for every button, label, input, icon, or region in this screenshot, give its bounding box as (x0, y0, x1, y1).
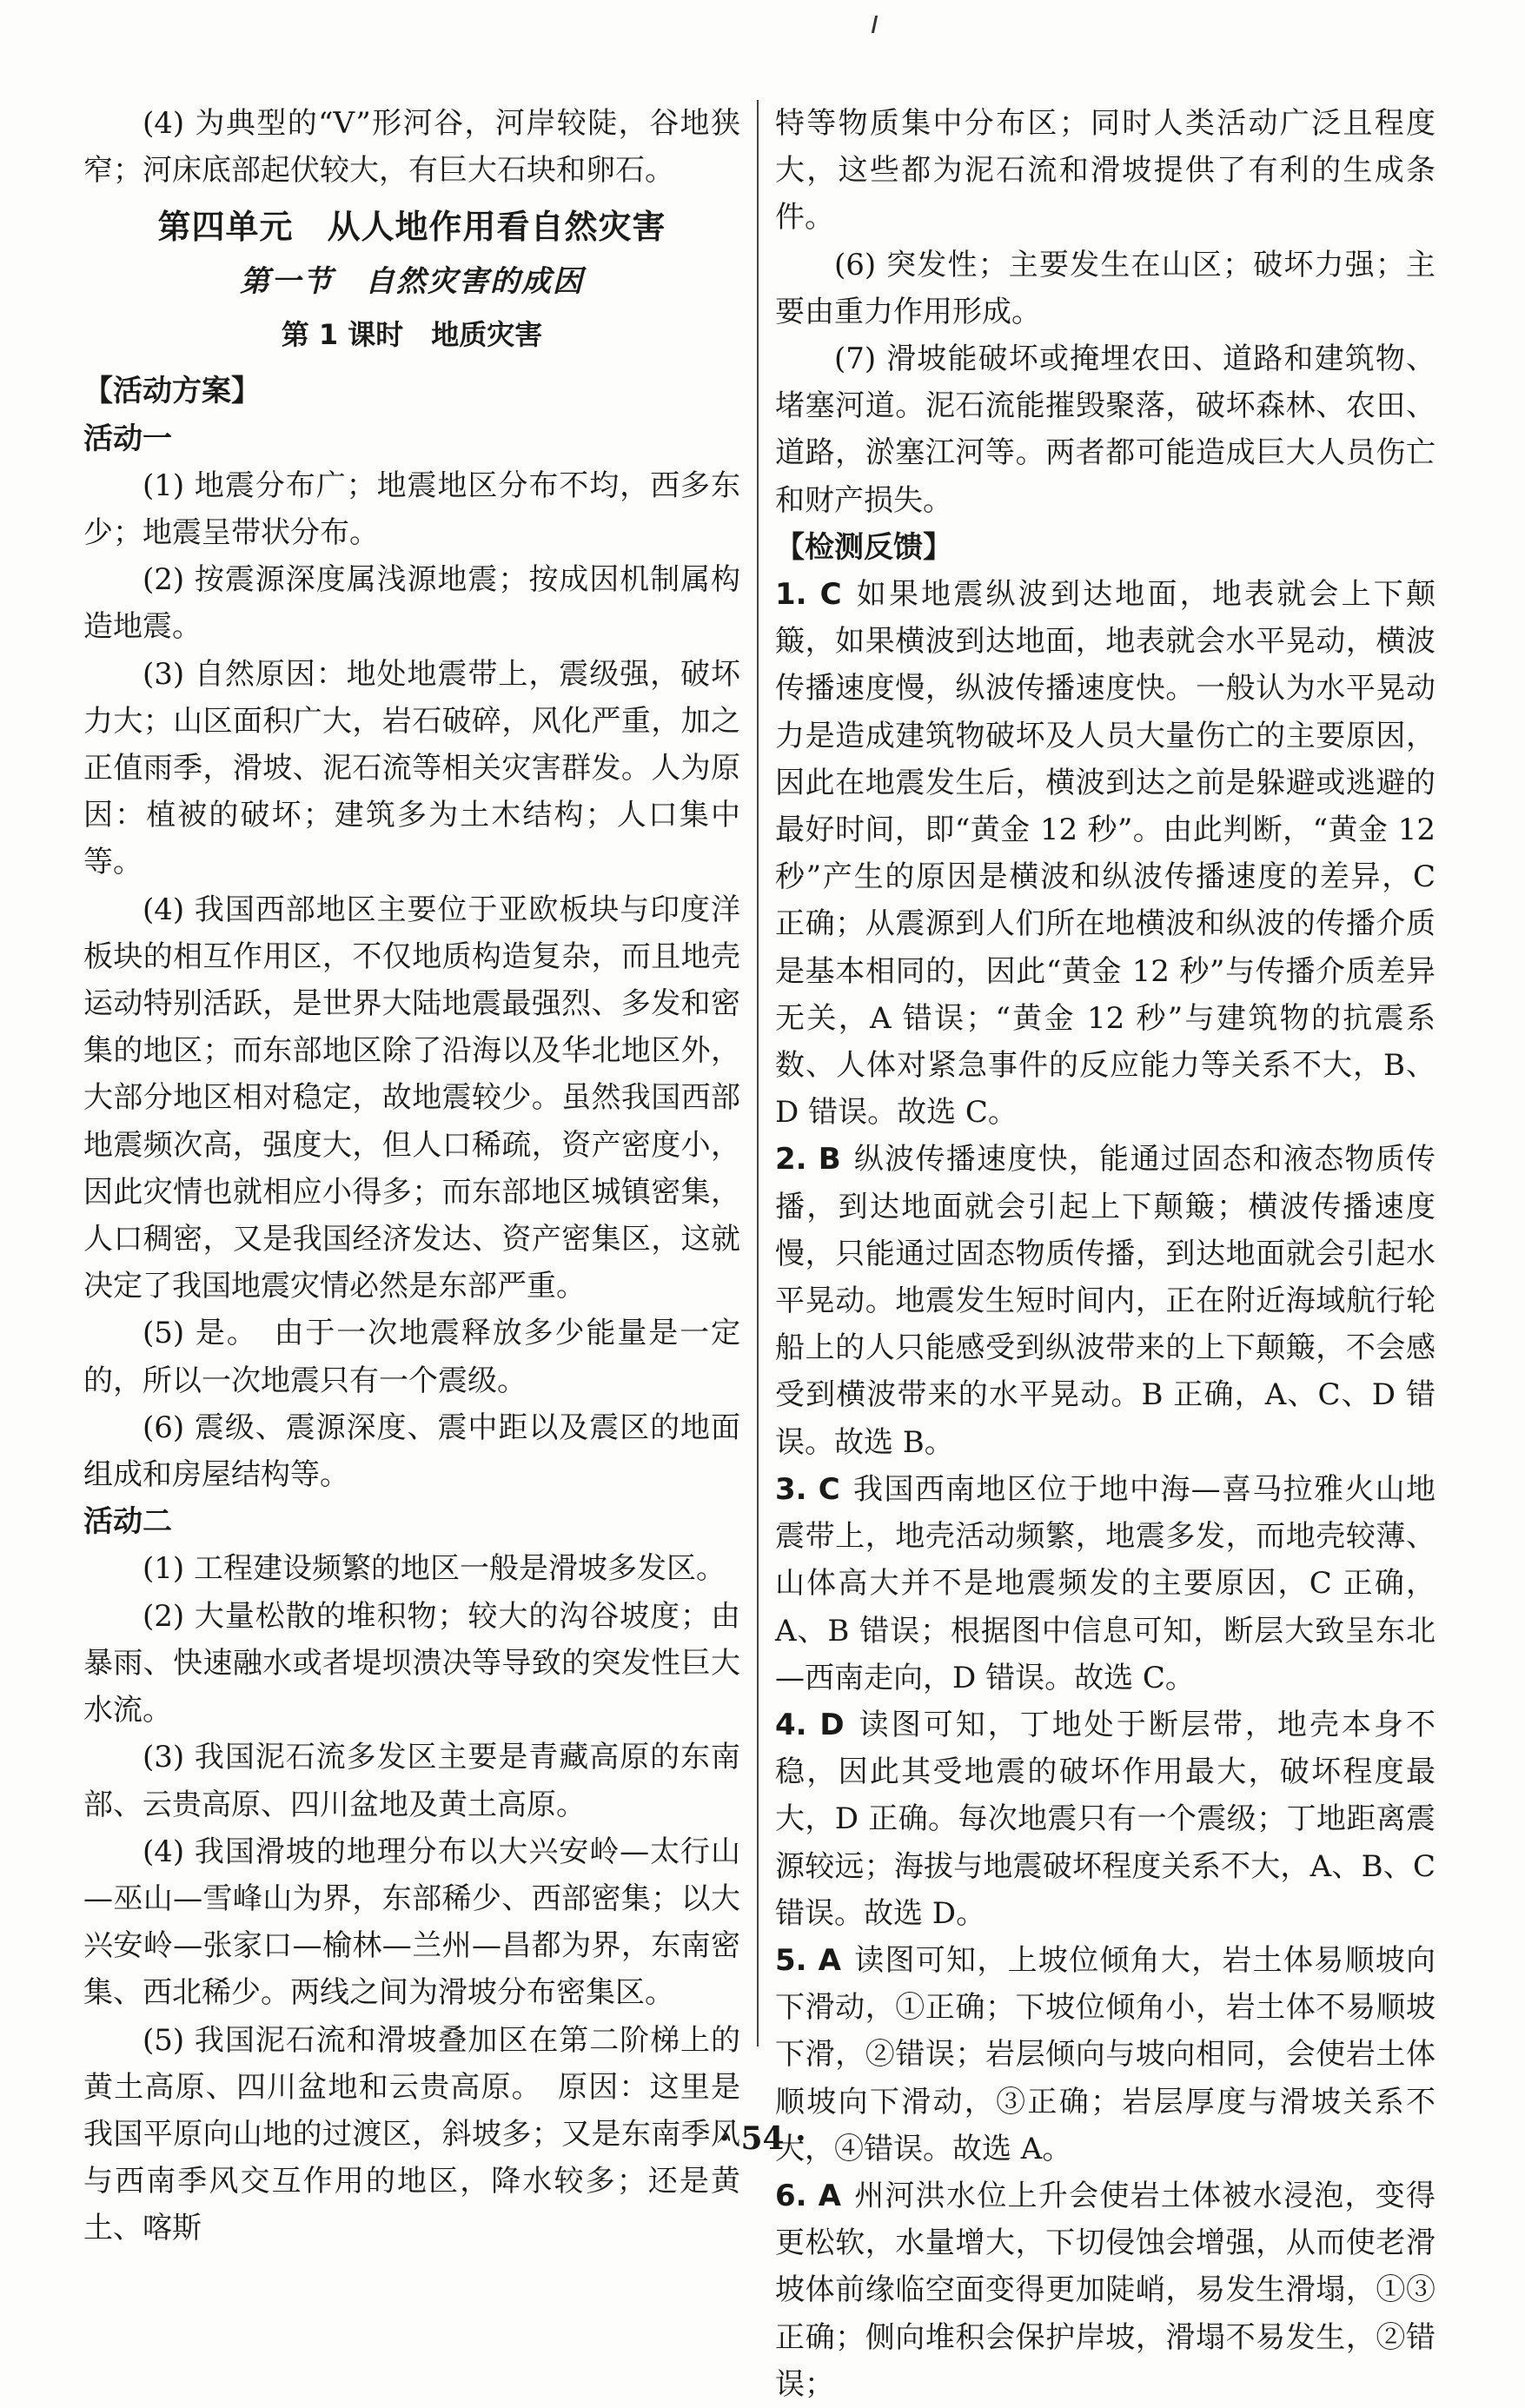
answer-paragraph: (1) 工程建设频繁的地区一般是滑坡多发区。 (143, 1551, 726, 1587)
activity-one-heading: 活动一 (83, 421, 172, 456)
question-item (775, 1466, 1435, 1702)
question-item (775, 1136, 1435, 1465)
activity-plan-heading: 【活动方案】 (83, 374, 261, 409)
left-column (83, 100, 740, 2252)
answer-paragraph: (3) 我国泥石流多发区主要是青藏高原的东南部、云贵高原、四川盆地及黄土高原。 (83, 1740, 740, 1822)
lesson-title: 第 1 课时 地质灾害 (281, 318, 543, 352)
question-number: 4. D (775, 1707, 845, 1742)
feedback-heading: 【检测反馈】 (775, 529, 952, 565)
right-column (775, 100, 1435, 2408)
question-explanation: 读图可知，丁地处于断层带，地壳本身不稳，因此其受地震的破坏作用最大，破坏程度最大，D 正确。每次地震只有一个震级；丁地距离震源较远；海拔与地震破坏程度关系不大，A、B、C 错误。故选 D。 (775, 1707, 1435, 1931)
answer-paragraph: (2) 大量松散的堆积物；较大的沟谷坡度；由暴雨、快速融水或者堤坝溃决等导致的突发性巨大水流。 (83, 1598, 740, 1728)
question-explanation: 读图可知，上坡位倾角大，岩土体易顺坡向下滑动，①正确；下坡位倾角小，岩土体不易顺坡下滑，②错误；岩层倾向与坡向相同，会使岩土体顺坡向下滑动，③正确；岩层厚度与滑坡关系不大，④错误。故选 A。 (775, 1942, 1436, 2166)
answer-paragraph: (1) 地震分布广；地震地区分布不均，西多东少；地震呈带状分布。 (83, 468, 740, 551)
question-item (775, 1702, 1435, 1937)
column-divider (757, 100, 759, 2046)
answer-paragraph: (6) 震级、震源深度、震中距以及震区的地面组成和房屋结构等。 (83, 1410, 740, 1493)
question-explanation: 州河洪水位上升会使岩土体被水浸泡，变得更松软，水量增大，下切侵蚀会增强，从而使老滑坡体前缘临空面变得更加陡峭，易发生滑塌，①③正确；侧向堆积会保护岸坡，滑塌不易发生，②错误； (775, 2178, 1436, 2402)
page-number: · 54 · (719, 2120, 806, 2157)
question-number: 1. C (775, 577, 842, 613)
answer-paragraph: (5) 我国泥石流和滑坡叠加区在第二阶梯上的黄土高原、四川盆地和云贵高原。 原因：这里是我国平原向山地的过渡区，斜坡多；又是东南季风与西南季风交互作用的地区，降水较多；还是黄土、喀斯 (83, 2022, 740, 2246)
answer-paragraph: (3) 自然原因：地处地震带上，震级强，破坏力大；山区面积广大，岩石破碎，风化严重，加之正值雨季，滑坡、泥石流等相关灾害群发。人为原因：植被的破坏；建筑多为土木结构；人口集中等。 (83, 656, 740, 880)
intro-paragraph: (4) 为典型的“V”形河谷，河岸较陡，谷地狭窄；河床底部起伏较大，有巨大石块和卵石。 (83, 106, 740, 189)
answer-paragraph: (2) 按震源深度属浅源地震；按成因机制属构造地震。 (83, 562, 740, 645)
question-number: 3. C (775, 1471, 840, 1507)
answer-paragraph: (5) 是。 由于一次地震释放多少能量是一定的，所以一次地震只有一个震级。 (83, 1316, 740, 1398)
answer-paragraph: (7) 滑坡能破坏或掩埋农田、道路和建筑物、堵塞河道。泥石流能摧毁聚落，破坏森林、农田、道路，淤塞江河等。两者都可能造成巨大人员伤亡和财产损失。 (775, 342, 1435, 518)
answer-paragraph: (6) 突发性；主要发生在山区；破坏力强；主要由重力作用形成。 (775, 247, 1435, 329)
question-number: 5. A (775, 1942, 841, 1978)
answer-paragraph: (4) 我国滑坡的地理分布以大兴安岭—太行山—巫山—雪峰山为界，东部稀少、西部密集；以大兴安岭—张家口—榆林—兰州—昌都为界，东南密集、西北稀少。两线之间为滑坡分布密集区。 (83, 1834, 740, 2011)
top-mark (872, 16, 878, 33)
question-explanation: 纵波传播速度快，能通过固态和液态物质传播，到达地面就会引起上下颠簸；横波传播速度慢，只能通过固态物质传播，到达地面就会引起水平晃动。地震发生短时间内，正在附近海域航行轮船上的人只能感受到纵波带来的上下颠簸，不会感受到横波带来的水平晃动。B 正确，A、C、D 错误。故选 B。 (775, 1142, 1435, 1460)
question-number: 6. A (775, 2178, 841, 2213)
continued-paragraph: 特等物质集中分布区；同时人类活动广泛且程度大，这些都为泥石流和滑坡提供了有利的生成条件。 (775, 106, 1435, 235)
question-explanation: 我国西南地区位于地中海—喜马拉雅火山地震带上，地壳活动频繁，地震多发，而地壳较薄、山体高大并不是地震频发的主要原因，C 正确，A、B 错误；根据图中信息可知，断层大致呈东北—西南走向，D 错误。故选 C。 (775, 1471, 1435, 1695)
answer-paragraph: (4) 我国西部地区主要位于亚欧板块与印度洋板块的相互作用区，不仅地质构造复杂，而且地壳运动特别活跃，是世界大陆地震最强烈、多发和密集的地区；而东部地区除了沿海以及华北地区外，大部分地区相对稳定，故地震较少。虽然我国西部地震频次高，强度大，但人口稀疏，资产密度小，因此灾情也就相应小得多；而东部地区城镇密集，人口稠密，又是我国经济发达、资产密集区，这就决定了我国地震灾情必然是东部严重。 (83, 892, 740, 1304)
question-item (775, 2173, 1435, 2408)
activity-two-heading: 活动二 (83, 1504, 172, 1540)
question-explanation: 如果地震纵波到达地面，地表就会上下颠簸，如果横波到达地面，地表就会水平晃动，横波传播速度慢，纵波传播速度快。一般认为水平晃动力是造成建筑物破坏及人员大量伤亡的主要原因，因此在地震发生后，横波到达之前是躲避或逃避的最好时间，即“黄金 12 秒”。由此判断，“黄金 12 秒”产生的原因是横波和纵波传播速度的差异，C 正确；从震源到人们所在地横波和纵波的传播介质是基本相同的，因此“黄金 12 秒”与传播介质差异无关，A 错误；“黄金 12 秒”与建筑物的抗震系数、人体对紧急事件的反应能力等关系不大，B、D 错误。故选 C。 (775, 577, 1435, 1131)
question-number: 2. B (775, 1142, 841, 1177)
question-item (775, 571, 1435, 1136)
section-title: 第一节 自然灾害的成因 (240, 264, 584, 300)
unit-title: 第四单元 从人地作用看自然灾害 (157, 207, 666, 247)
